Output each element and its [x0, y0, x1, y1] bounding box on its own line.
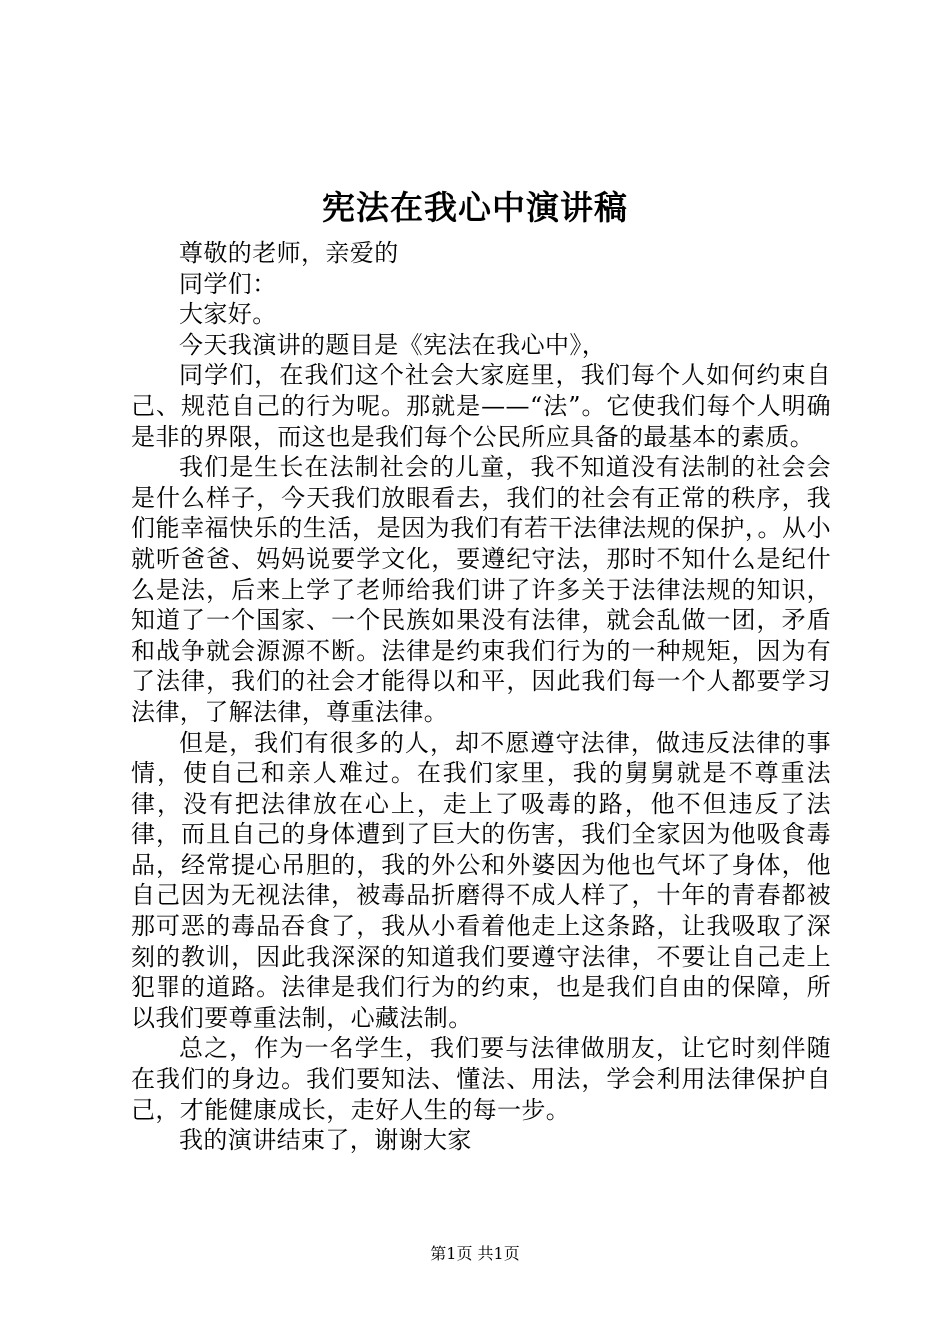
paragraph-body: 同学们，在我们这个社会大家庭里，我们每个人如何约束自己、规范自己的行为呢。那就是——“法”。它使我们每个人明确是非的界限，而这也是我们每个公民所应具备的最基本的素质。	[131, 361, 831, 451]
document-body	[131, 238, 831, 1156]
paragraph-salutation-1: 尊敬的老师，亲爱的	[179, 239, 399, 267]
document-title: 宪法在我心中演讲稿	[322, 188, 628, 227]
paragraph-greeting: 大家好。	[179, 300, 277, 329]
paragraph-conclusion: 总之，作为一名学生，我们要与法律做朋友，让它时刻伴随在我们的身边。我们要知法、懂法、用法，学会利用法律保护自己，才能健康成长，走好人生的每一步。	[131, 1034, 831, 1124]
paragraph-salutation-2: 同学们：	[179, 269, 277, 298]
page-number-footer: 第1页 共1页	[430, 1244, 520, 1263]
paragraph-closing: 我的演讲结束了，谢谢大家	[179, 1126, 472, 1155]
paragraph-body: 我们是生长在法制社会的儿童，我不知道没有法制的社会会是什么样子，今天我们放眼看去，我们的社会有正常的秩序，我们能幸福快乐的生活，是因为我们有若干法律法规的保护，。从小就听爸爸、妈妈说要学文化，要遵纪守法，那时不知什么是纪什么是法，后来上学了老师给我们讲了许多关于法律法规的知识，知道了一个国家、一个民族如果没有法律，就会乱做一团，矛盾和战争就会源源不断。法律是约束我们行为的一种规矩，因为有了法律，我们的社会才能得以和平，因此我们每一个人都要学习法律，了解法律，尊重法律。	[131, 453, 831, 726]
paragraph-body: 但是，我们有很多的人，却不愿遵守法律，做违反法律的事情，使自己和亲人难过。在我们家里，我的舅舅就是不尊重法律，没有把法律放在心上，走上了吸毒的路，他不但违反了法律，而且自己的身体遭到了巨大的伤害，我们全家因为他吸食毒品，经常提心吊胆的，我的外公和外婆因为他也气坏了身体，他自己因为无视法律，被毒品折磨得不成人样了，十年的青春都被那可恶的毒品吞食了，我从小看着他走上这条路，让我吸取了深刻的教训，因此我深深的知道我们要遵守法律，不要让自己走上犯罪的道路。法律是我们行为的约束，也是我们自由的保障，所以我们要尊重法制，心藏法制。	[131, 728, 831, 1032]
paragraph-topic: 今天我演讲的题目是《宪法在我心中》，	[179, 330, 607, 359]
